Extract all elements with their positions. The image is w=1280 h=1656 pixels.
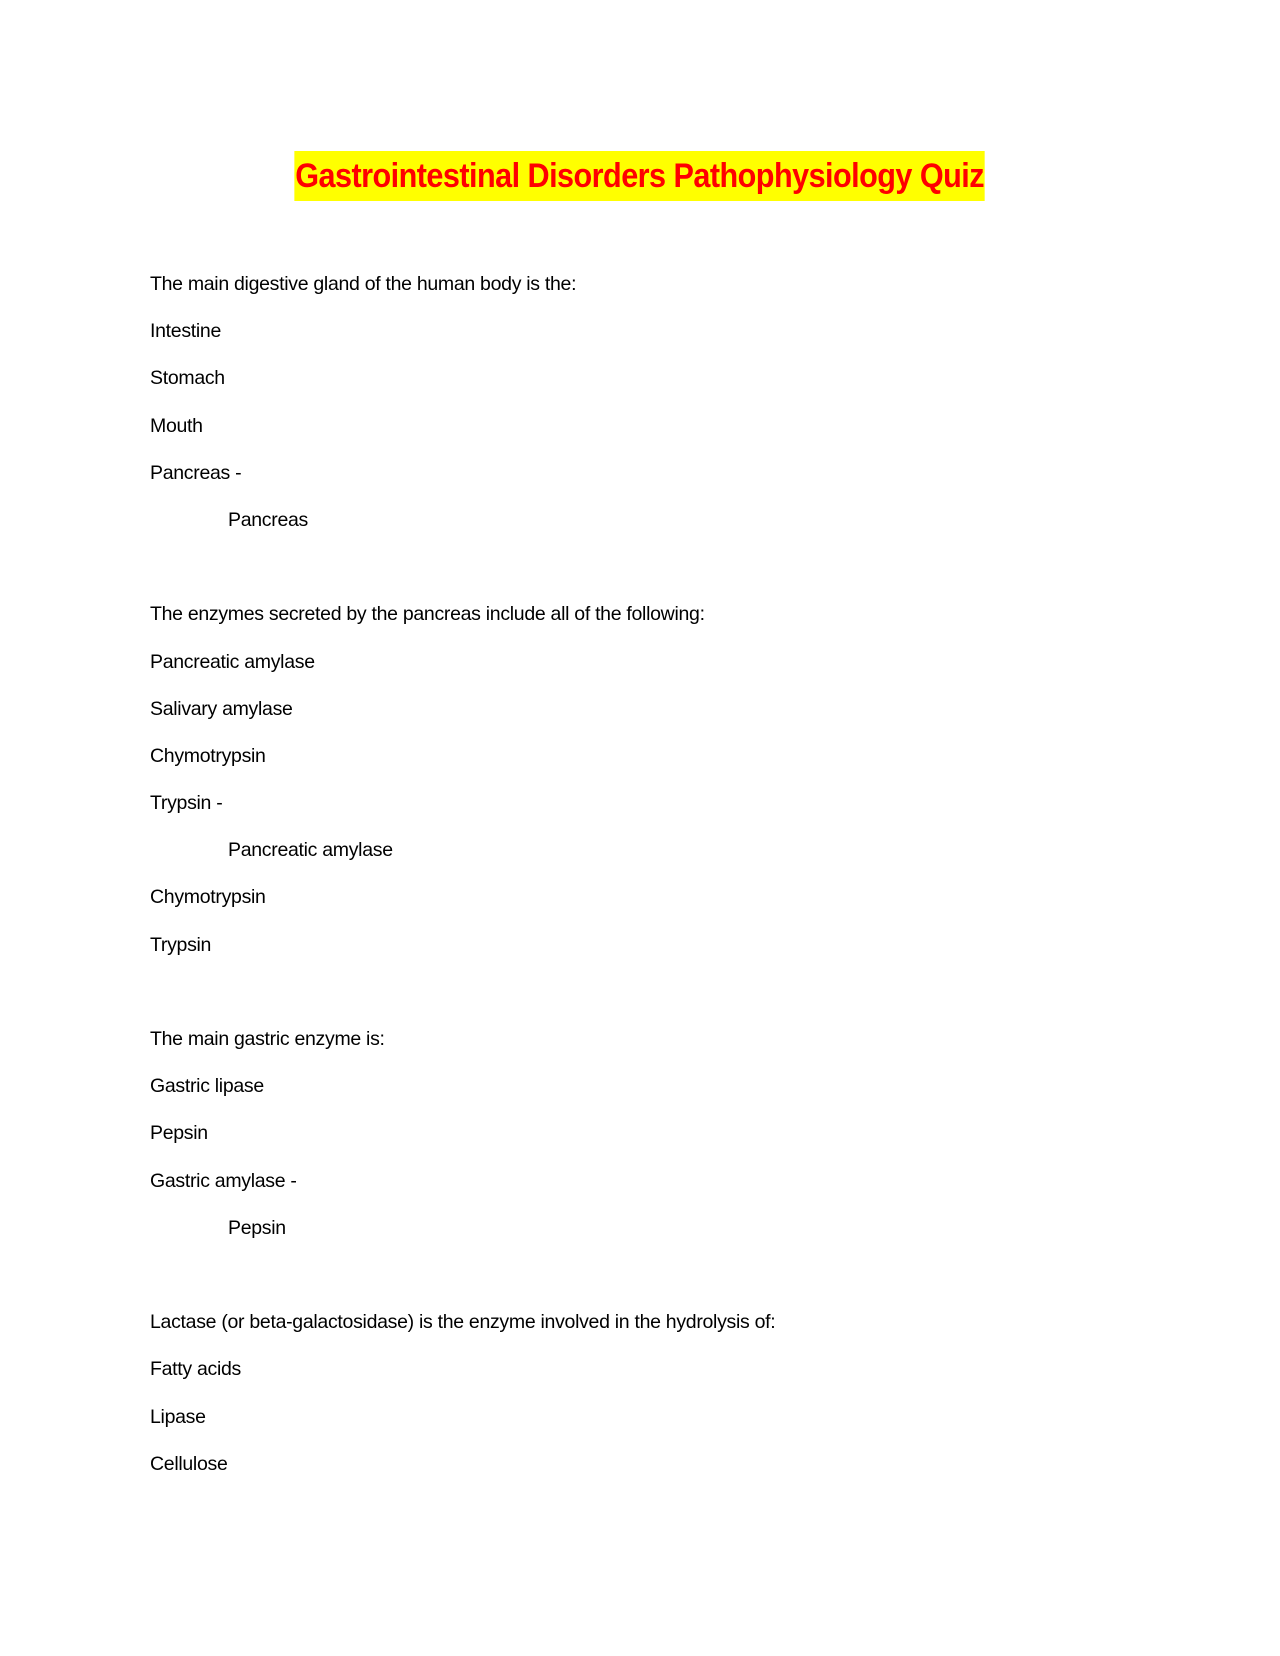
question-text: The main gastric enzyme is:: [150, 1028, 385, 1050]
option: Mouth: [150, 414, 203, 437]
answer: Pancreatic amylase: [228, 839, 393, 862]
option: Salivary amylase: [150, 697, 293, 720]
option: Stomach: [150, 367, 225, 390]
question-text: The main digestive gland of the human body is the:: [150, 273, 577, 295]
option: Pancreatic amylase: [150, 650, 315, 673]
option: Gastric amylase -: [150, 1169, 297, 1192]
answer-continued: Chymotrypsin: [150, 886, 266, 909]
question-text: Lactase (or beta-galactosidase) is the enzyme involved in the hydrolysis of:: [150, 1311, 776, 1334]
blank-line: [150, 1252, 1150, 1299]
document-body: [150, 261, 1150, 1488]
answer: Pepsin: [228, 1216, 286, 1239]
option: Cellulose: [150, 1452, 228, 1475]
option: Chymotrypsin: [150, 744, 266, 767]
option: Lipase: [150, 1405, 206, 1428]
blank-line: [150, 544, 1150, 591]
question-block-1: [150, 261, 1150, 591]
question-block-4: [150, 1299, 1150, 1488]
blank-line: [150, 969, 1150, 1016]
title-container: [0, 151, 1280, 201]
option: Fatty acids: [150, 1358, 241, 1381]
answer: Pancreas: [228, 508, 308, 531]
document-title: Gastrointestinal Disorders Pathophysiology Quiz: [295, 151, 986, 201]
option: Intestine: [150, 320, 222, 343]
question-text: The enzymes secreted by the pancreas include all of the following:: [150, 603, 705, 626]
question-block-2: [150, 591, 1150, 1016]
answer-continued: Trypsin: [150, 933, 212, 956]
question-block-3: [150, 1016, 1150, 1299]
option: Pancreas -: [150, 461, 242, 484]
option: Trypsin -: [150, 792, 223, 815]
option: Gastric lipase: [150, 1075, 264, 1098]
option: Pepsin: [150, 1122, 208, 1145]
